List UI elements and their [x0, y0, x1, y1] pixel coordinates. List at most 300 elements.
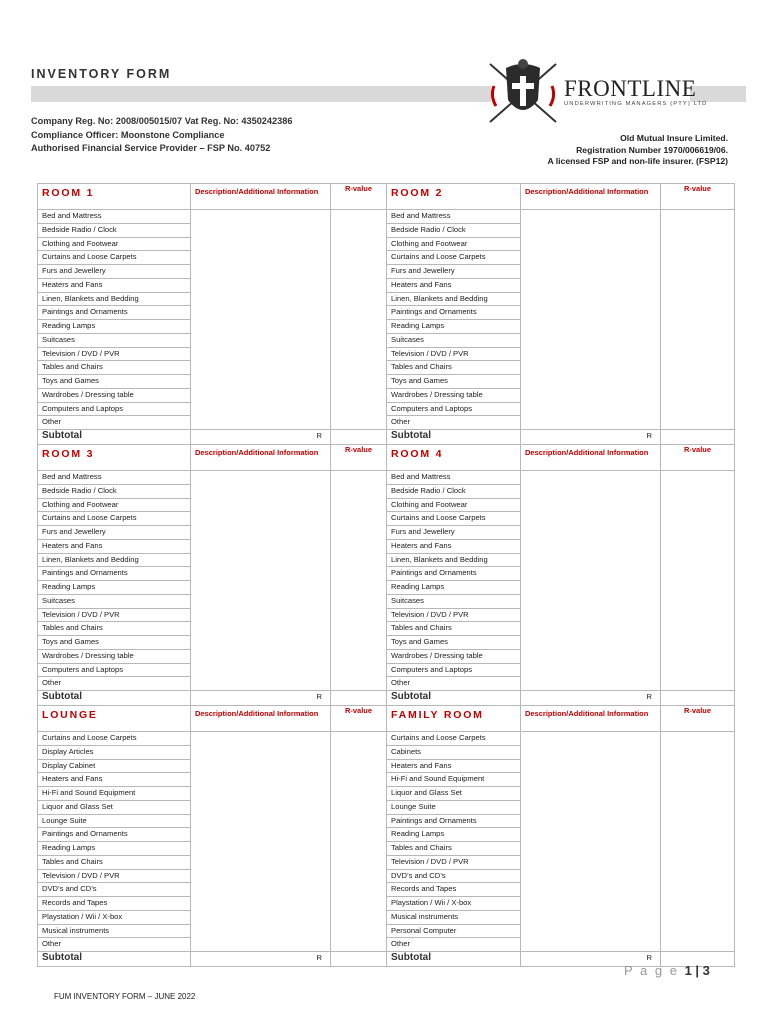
description-cell[interactable]	[521, 869, 661, 883]
rvalue-cell[interactable]	[331, 278, 387, 292]
rvalue-cell[interactable]	[331, 402, 387, 416]
description-cell[interactable]	[191, 800, 331, 814]
rvalue-cell[interactable]	[331, 814, 387, 828]
page-count: 1 | 3	[684, 963, 710, 978]
table-row	[38, 910, 735, 924]
item-label: Heaters and Fans	[38, 773, 191, 787]
rvalue-cell[interactable]	[331, 567, 387, 581]
rvalue-header	[661, 184, 735, 210]
rvalue-header-text: R-value	[683, 445, 712, 454]
description-cell[interactable]	[191, 787, 331, 801]
room-title-text: ROOM 2	[391, 187, 444, 199]
item-label: Wardrobes / Dressing table	[387, 649, 521, 663]
description-cell[interactable]	[191, 388, 331, 402]
description-cell[interactable]	[521, 278, 661, 292]
description-cell[interactable]	[191, 842, 331, 856]
rvalue-cell[interactable]	[331, 759, 387, 773]
item-label: Furs and Jewellery	[38, 526, 191, 540]
rvalue-cell[interactable]	[331, 938, 387, 952]
rvalue-cell[interactable]	[661, 278, 735, 292]
rvalue-cell[interactable]	[661, 910, 735, 924]
description-cell[interactable]	[521, 663, 661, 677]
description-cell[interactable]	[191, 526, 331, 540]
description-cell[interactable]	[521, 594, 661, 608]
insurer-line-3: A licensed FSP and non-life insurer. (FSP12)	[547, 156, 728, 166]
description-cell[interactable]	[191, 897, 331, 911]
rvalue-cell[interactable]	[331, 773, 387, 787]
item-label: Heaters and Fans	[38, 278, 191, 292]
description-cell[interactable]	[521, 567, 661, 581]
description-cell[interactable]	[521, 388, 661, 402]
table-row	[38, 855, 735, 869]
subtotal-value-cell[interactable]	[661, 430, 735, 445]
rvalue-cell[interactable]	[661, 663, 735, 677]
rvalue-cell[interactable]	[661, 677, 735, 691]
rvalue-cell[interactable]	[331, 910, 387, 924]
description-cell[interactable]	[521, 320, 661, 334]
description-cell[interactable]	[521, 883, 661, 897]
subtotal-value-cell[interactable]	[661, 691, 735, 706]
room-title	[38, 445, 191, 471]
description-cell[interactable]	[191, 361, 331, 375]
rvalue-cell[interactable]	[331, 526, 387, 540]
company-reg-line: Company Reg. No: 2008/005015/07 Vat Reg. No: 4350242386	[31, 116, 293, 126]
description-cell[interactable]	[191, 883, 331, 897]
description-header	[191, 445, 331, 471]
subtotal-text: Subtotal	[42, 430, 82, 441]
rvalue-cell[interactable]	[661, 210, 735, 224]
rvalue-cell[interactable]	[331, 512, 387, 526]
rvalue-cell[interactable]	[331, 663, 387, 677]
rvalue-cell[interactable]	[661, 745, 735, 759]
rvalue-cell[interactable]	[661, 732, 735, 746]
item-label: Linen, Blankets and Bedding	[387, 553, 521, 567]
item-label: Curtains and Loose Carpets	[38, 732, 191, 746]
rvalue-cell[interactable]	[331, 388, 387, 402]
rvalue-cell[interactable]	[331, 649, 387, 663]
description-cell[interactable]	[521, 677, 661, 691]
description-cell[interactable]	[191, 471, 331, 485]
rvalue-cell[interactable]	[661, 539, 735, 553]
rvalue-cell[interactable]	[331, 732, 387, 746]
description-cell[interactable]	[521, 265, 661, 279]
description-cell[interactable]	[191, 828, 331, 842]
item-label: Suitcases	[387, 594, 521, 608]
rvalue-cell[interactable]	[331, 897, 387, 911]
rvalue-cell[interactable]	[331, 924, 387, 938]
description-cell[interactable]	[521, 361, 661, 375]
item-label: Computers and Laptops	[387, 663, 521, 677]
rvalue-cell[interactable]	[331, 375, 387, 389]
rvalue-cell[interactable]	[661, 594, 735, 608]
rvalue-cell[interactable]	[661, 897, 735, 911]
rvalue-cell[interactable]	[661, 416, 735, 430]
description-cell[interactable]	[521, 759, 661, 773]
item-label: Records and Tapes	[38, 897, 191, 911]
item-label: Computers and Laptops	[387, 402, 521, 416]
rvalue-cell[interactable]	[661, 553, 735, 567]
rvalue-cell[interactable]	[661, 855, 735, 869]
compliance-line: Compliance Officer: Moonstone Compliance	[31, 129, 225, 140]
description-cell[interactable]	[521, 237, 661, 251]
item-label: Display Articles	[38, 745, 191, 759]
rvalue-cell[interactable]	[661, 512, 735, 526]
item-label: Wardrobes / Dressing table	[387, 388, 521, 402]
subtotal-value-cell[interactable]	[331, 952, 387, 967]
description-cell[interactable]	[191, 924, 331, 938]
rvalue-cell[interactable]	[661, 347, 735, 361]
table-row	[38, 567, 735, 581]
rvalue-cell[interactable]	[331, 347, 387, 361]
description-cell[interactable]	[191, 292, 331, 306]
inventory-table	[37, 444, 735, 706]
rvalue-cell[interactable]	[661, 814, 735, 828]
description-cell[interactable]	[191, 732, 331, 746]
description-cell[interactable]	[521, 608, 661, 622]
table-row	[38, 347, 735, 361]
description-cell[interactable]	[521, 897, 661, 911]
description-cell[interactable]	[521, 526, 661, 540]
rvalue-cell[interactable]	[661, 292, 735, 306]
rvalue-cell[interactable]	[661, 484, 735, 498]
description-cell[interactable]	[191, 773, 331, 787]
description-cell[interactable]	[191, 278, 331, 292]
fsp-line: Authorised Financial Service Provider – FSP No. 40752	[31, 143, 271, 153]
description-cell[interactable]	[191, 333, 331, 347]
description-cell[interactable]	[521, 210, 661, 224]
rvalue-header	[661, 445, 735, 471]
description-cell[interactable]	[191, 869, 331, 883]
description-cell[interactable]	[191, 402, 331, 416]
table-row	[38, 539, 735, 553]
rvalue-cell[interactable]	[331, 292, 387, 306]
description-cell[interactable]	[521, 842, 661, 856]
description-cell[interactable]	[191, 306, 331, 320]
rvalue-cell[interactable]	[331, 210, 387, 224]
table-row	[38, 251, 735, 265]
description-cell[interactable]	[191, 636, 331, 650]
item-label: Wardrobes / Dressing table	[38, 649, 191, 663]
item-label: Paintings and Ornaments	[387, 567, 521, 581]
rvalue-cell[interactable]	[331, 320, 387, 334]
item-label: Hi-Fi and Sound Equipment	[387, 773, 521, 787]
description-cell[interactable]	[191, 347, 331, 361]
rvalue-cell[interactable]	[661, 223, 735, 237]
description-header	[191, 184, 331, 210]
description-cell[interactable]	[191, 649, 331, 663]
subtotal-row	[38, 430, 735, 445]
rvalue-cell[interactable]	[661, 622, 735, 636]
item-label: Heaters and Fans	[387, 278, 521, 292]
item-label: Paintings and Ornaments	[38, 828, 191, 842]
rvalue-cell[interactable]	[331, 498, 387, 512]
rvalue-cell[interactable]	[661, 375, 735, 389]
rvalue-cell[interactable]	[661, 608, 735, 622]
description-cell[interactable]	[521, 471, 661, 485]
item-label: Wardrobes / Dressing table	[38, 388, 191, 402]
footer-form-name: FUM INVENTORY FORM – JUNE 2022	[54, 992, 196, 1001]
rvalue-cell[interactable]	[331, 828, 387, 842]
description-cell[interactable]	[521, 223, 661, 237]
table-row	[38, 924, 735, 938]
rvalue-cell[interactable]	[661, 842, 735, 856]
room-title-text: LOUNGE	[42, 709, 98, 721]
table-row	[38, 759, 735, 773]
description-cell[interactable]	[521, 484, 661, 498]
item-label: Bed and Mattress	[387, 210, 521, 224]
item-label: Suitcases	[38, 333, 191, 347]
subtotal-currency: R	[521, 691, 661, 706]
rvalue-cell[interactable]	[661, 471, 735, 485]
rvalue-cell[interactable]	[331, 251, 387, 265]
rvalue-cell[interactable]	[661, 938, 735, 952]
rvalue-cell[interactable]	[331, 622, 387, 636]
description-cell[interactable]	[191, 677, 331, 691]
rvalue-cell[interactable]	[661, 265, 735, 279]
table-row	[38, 636, 735, 650]
description-cell[interactable]	[521, 924, 661, 938]
subtotal-label	[38, 430, 191, 445]
room-title	[387, 706, 521, 732]
rvalue-cell[interactable]	[331, 842, 387, 856]
description-cell[interactable]	[521, 938, 661, 952]
item-label: Lounge Suite	[38, 814, 191, 828]
item-label: Reading Lamps	[38, 320, 191, 334]
item-label: Hi-Fi and Sound Equipment	[38, 787, 191, 801]
item-label: Other	[387, 938, 521, 952]
description-cell[interactable]	[521, 402, 661, 416]
description-cell[interactable]	[191, 855, 331, 869]
item-label: Curtains and Loose Carpets	[387, 251, 521, 265]
description-cell[interactable]	[521, 347, 661, 361]
item-label: Toys and Games	[38, 636, 191, 650]
rvalue-cell[interactable]	[661, 402, 735, 416]
description-cell[interactable]	[191, 512, 331, 526]
rvalue-cell[interactable]	[661, 361, 735, 375]
description-cell[interactable]	[521, 498, 661, 512]
description-cell[interactable]	[521, 539, 661, 553]
description-cell[interactable]	[191, 498, 331, 512]
rvalue-cell[interactable]	[331, 223, 387, 237]
description-cell[interactable]	[521, 416, 661, 430]
description-cell[interactable]	[191, 663, 331, 677]
table-row	[38, 622, 735, 636]
item-label: Toys and Games	[387, 375, 521, 389]
item-label: Heaters and Fans	[387, 539, 521, 553]
rvalue-cell[interactable]	[661, 649, 735, 663]
description-cell[interactable]	[191, 265, 331, 279]
rvalue-cell[interactable]	[331, 553, 387, 567]
description-cell[interactable]	[191, 759, 331, 773]
item-label: Linen, Blankets and Bedding	[387, 292, 521, 306]
description-cell[interactable]	[191, 320, 331, 334]
item-label: Furs and Jewellery	[387, 526, 521, 540]
rvalue-cell[interactable]	[661, 883, 735, 897]
item-label: Clothing and Footwear	[38, 498, 191, 512]
rvalue-cell[interactable]	[331, 800, 387, 814]
description-cell[interactable]	[191, 594, 331, 608]
description-cell[interactable]	[191, 251, 331, 265]
rvalue-cell[interactable]	[331, 484, 387, 498]
rvalue-cell[interactable]	[331, 471, 387, 485]
page-word: P a g e	[624, 963, 679, 978]
rvalue-cell[interactable]	[331, 787, 387, 801]
item-label: Tables and Chairs	[387, 842, 521, 856]
subtotal-text: Subtotal	[391, 952, 431, 963]
description-cell[interactable]	[521, 512, 661, 526]
item-label: Heaters and Fans	[38, 539, 191, 553]
description-cell[interactable]	[191, 745, 331, 759]
rvalue-cell[interactable]	[331, 306, 387, 320]
item-label: Paintings and Ornaments	[38, 567, 191, 581]
description-cell[interactable]	[191, 237, 331, 251]
description-cell[interactable]	[521, 553, 661, 567]
rvalue-cell[interactable]	[331, 581, 387, 595]
subtotal-text: Subtotal	[391, 430, 431, 441]
description-header-text: Description/Additional Information	[195, 187, 319, 196]
rvalue-cell[interactable]	[661, 320, 735, 334]
table-row	[38, 938, 735, 952]
item-label: Tables and Chairs	[38, 855, 191, 869]
room-title-text: ROOM 1	[42, 187, 95, 199]
description-cell[interactable]	[191, 608, 331, 622]
item-label: Curtains and Loose Carpets	[387, 732, 521, 746]
table-row	[38, 553, 735, 567]
rvalue-cell[interactable]	[331, 237, 387, 251]
description-cell[interactable]	[521, 375, 661, 389]
table-row	[38, 402, 735, 416]
rvalue-cell[interactable]	[661, 581, 735, 595]
description-cell[interactable]	[521, 622, 661, 636]
description-cell[interactable]	[191, 567, 331, 581]
rvalue-cell[interactable]	[331, 333, 387, 347]
rvalue-cell[interactable]	[661, 567, 735, 581]
description-cell[interactable]	[191, 539, 331, 553]
rvalue-cell[interactable]	[661, 759, 735, 773]
description-header-text: Description/Additional Information	[525, 448, 649, 457]
rvalue-cell[interactable]	[331, 855, 387, 869]
description-cell[interactable]	[191, 622, 331, 636]
description-cell[interactable]	[191, 553, 331, 567]
description-cell[interactable]	[521, 732, 661, 746]
rvalue-cell[interactable]	[331, 608, 387, 622]
rvalue-header	[331, 445, 387, 471]
subtotal-label	[38, 691, 191, 706]
table-row	[38, 649, 735, 663]
description-cell[interactable]	[191, 210, 331, 224]
description-cell[interactable]	[191, 484, 331, 498]
item-label: Television / DVD / PVR	[38, 869, 191, 883]
subtotal-value-cell[interactable]	[331, 430, 387, 445]
rvalue-cell[interactable]	[661, 636, 735, 650]
rvalue-cell[interactable]	[331, 869, 387, 883]
description-cell[interactable]	[521, 745, 661, 759]
description-cell[interactable]	[521, 773, 661, 787]
rvalue-cell[interactable]	[331, 539, 387, 553]
rvalue-cell[interactable]	[661, 526, 735, 540]
table-row	[38, 498, 735, 512]
table-row	[38, 320, 735, 334]
description-cell[interactable]	[191, 581, 331, 595]
description-cell[interactable]	[521, 800, 661, 814]
description-cell[interactable]	[521, 855, 661, 869]
rvalue-cell[interactable]	[661, 828, 735, 842]
insurer-details	[547, 133, 728, 168]
rvalue-cell[interactable]	[331, 416, 387, 430]
item-label: Bedside Radio / Clock	[387, 223, 521, 237]
description-cell[interactable]	[521, 910, 661, 924]
rvalue-cell[interactable]	[661, 773, 735, 787]
item-label: Paintings and Ornaments	[387, 306, 521, 320]
item-label: Television / DVD / PVR	[38, 347, 191, 361]
rvalue-cell[interactable]	[331, 361, 387, 375]
description-cell[interactable]	[521, 292, 661, 306]
rvalue-cell[interactable]	[331, 883, 387, 897]
rvalue-cell[interactable]	[331, 677, 387, 691]
rvalue-cell[interactable]	[661, 800, 735, 814]
rvalue-cell[interactable]	[331, 265, 387, 279]
table-row	[38, 416, 735, 430]
rvalue-cell[interactable]	[661, 498, 735, 512]
description-cell[interactable]	[191, 416, 331, 430]
subtotal-label	[387, 952, 521, 967]
rvalue-cell[interactable]	[661, 869, 735, 883]
description-cell[interactable]	[521, 828, 661, 842]
description-cell[interactable]	[191, 375, 331, 389]
item-label: Clothing and Footwear	[38, 237, 191, 251]
description-cell[interactable]	[521, 787, 661, 801]
item-label: Cabinets	[387, 745, 521, 759]
description-cell[interactable]	[521, 333, 661, 347]
item-label: Television / DVD / PVR	[387, 855, 521, 869]
item-label: Bedside Radio / Clock	[38, 484, 191, 498]
description-cell[interactable]	[191, 938, 331, 952]
room-title	[38, 706, 191, 732]
page-number	[624, 963, 710, 978]
item-label: Reading Lamps	[387, 320, 521, 334]
rvalue-cell[interactable]	[331, 636, 387, 650]
rvalue-cell[interactable]	[331, 594, 387, 608]
rvalue-cell[interactable]	[661, 306, 735, 320]
rvalue-cell[interactable]	[661, 924, 735, 938]
rvalue-cell[interactable]	[661, 333, 735, 347]
rvalue-cell[interactable]	[661, 251, 735, 265]
item-label: Display Cabinet	[38, 759, 191, 773]
table-row	[38, 581, 735, 595]
subtotal-value-cell[interactable]	[331, 691, 387, 706]
item-label: Curtains and Loose Carpets	[387, 512, 521, 526]
rvalue-cell[interactable]	[331, 745, 387, 759]
description-cell[interactable]	[521, 581, 661, 595]
description-cell[interactable]	[191, 814, 331, 828]
table-row	[38, 828, 735, 842]
description-cell[interactable]	[521, 649, 661, 663]
description-cell[interactable]	[521, 814, 661, 828]
description-cell[interactable]	[191, 223, 331, 237]
description-cell[interactable]	[521, 636, 661, 650]
item-label: Bed and Mattress	[38, 210, 191, 224]
table-row	[38, 237, 735, 251]
table-row	[38, 526, 735, 540]
rvalue-cell[interactable]	[661, 237, 735, 251]
rvalue-cell[interactable]	[661, 787, 735, 801]
description-cell[interactable]	[191, 910, 331, 924]
description-cell[interactable]	[521, 306, 661, 320]
description-cell[interactable]	[521, 251, 661, 265]
item-label: Reading Lamps	[387, 581, 521, 595]
room-title	[387, 184, 521, 210]
rvalue-cell[interactable]	[661, 388, 735, 402]
